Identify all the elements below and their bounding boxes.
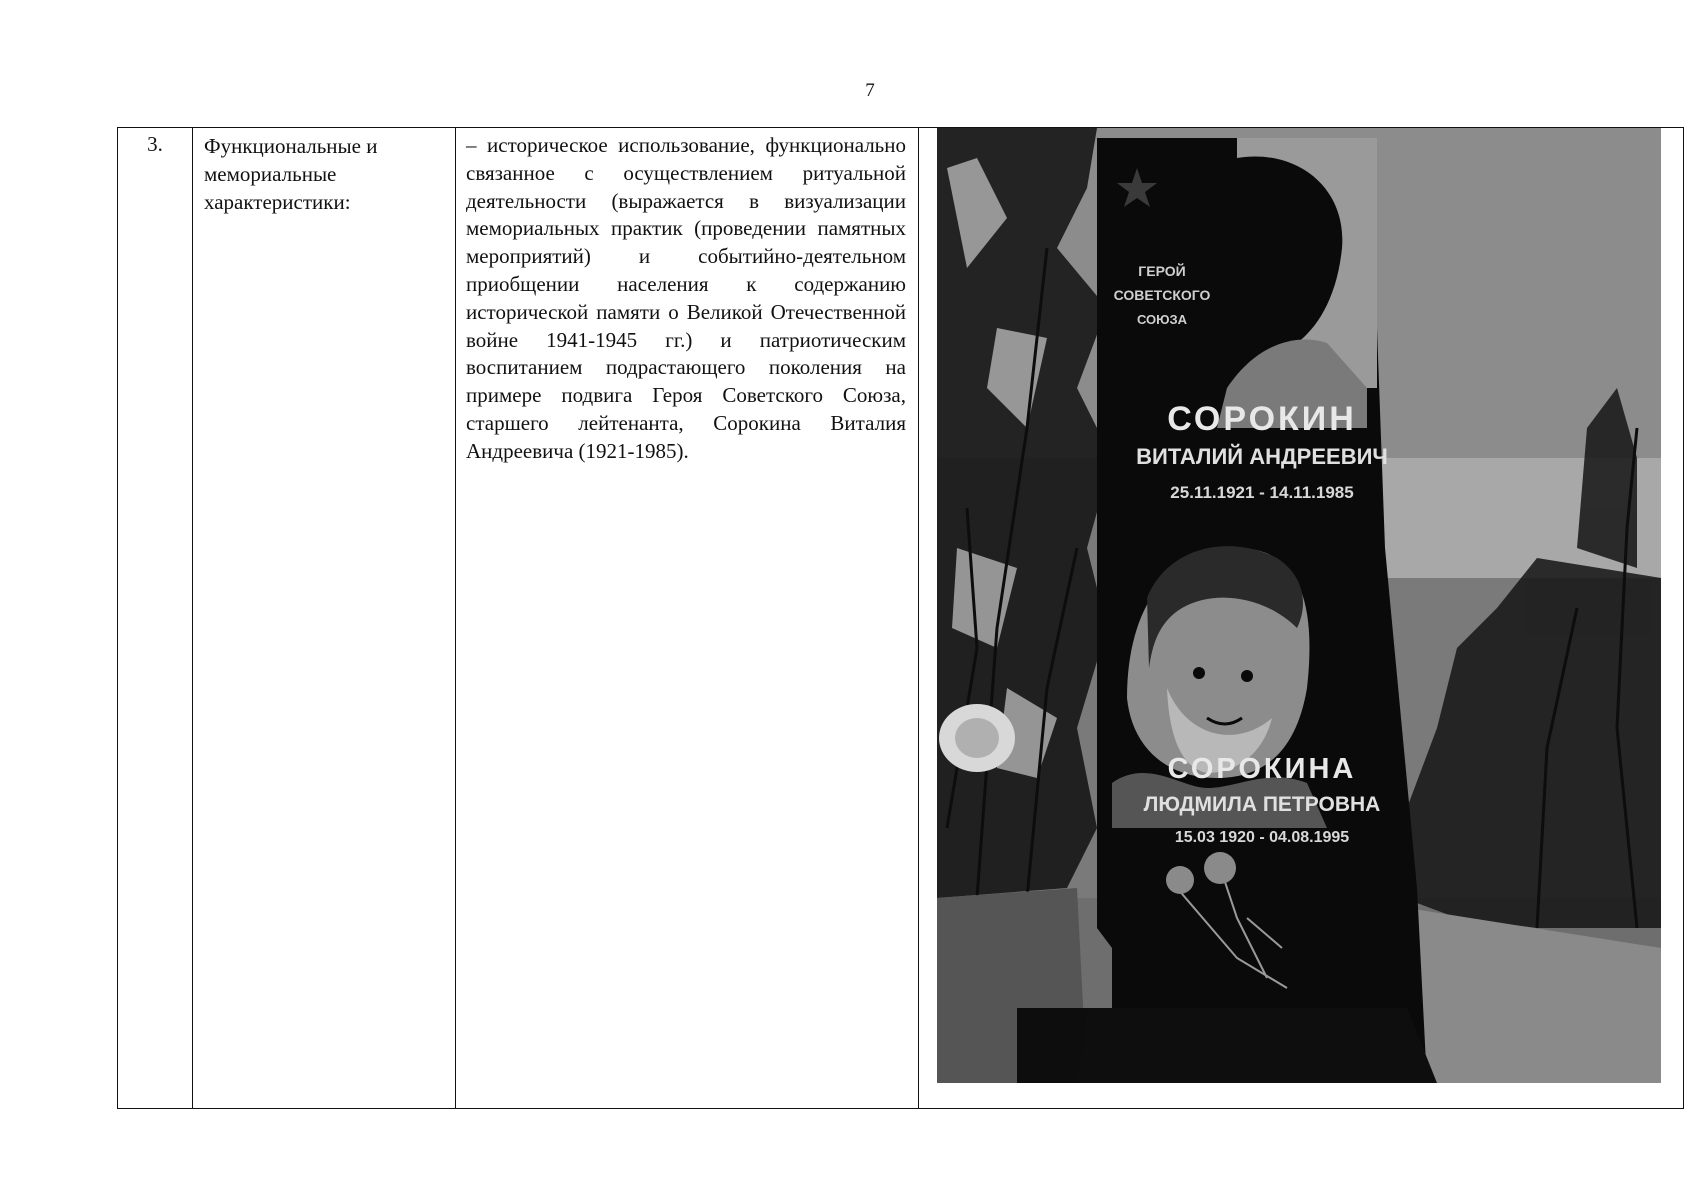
page-number: 7	[865, 80, 875, 101]
hero-title-line3: СОЮЗА	[1136, 312, 1188, 327]
life-dates-2: 15.03 1920 - 04.08.1995	[1174, 829, 1350, 846]
table-row	[118, 128, 1684, 1109]
full-name-2: ЛЮДМИЛА ПЕТРОВНА	[1143, 793, 1381, 816]
characteristic-description: – историческое использование, функционально связанное с осуществлением ритуальной деятельности (выражается в визуализации мемориальных практик (проведении памятных мероприятий) и событийно-деятельном приобщении населения к содержанию исторической памяти о Великой Отечественной войне 1941-1945 гг.) и патриотическим воспитанием подрастающего поколения на примере подвига Героя Советского Союза, старшего лейтенанта, Сорокина Виталия Андреевича (1921-1985).	[466, 133, 906, 463]
hero-title-line2: СОВЕТСКОГО	[1113, 287, 1211, 303]
gravestone-photo	[937, 128, 1661, 1083]
characteristic-name-cell	[193, 128, 456, 1109]
full-name-1: ВИТАЛИЙ АНДРЕЕВИЧ	[1136, 444, 1388, 469]
row-number: 3.	[147, 132, 163, 156]
characteristic-description-cell	[456, 128, 919, 1109]
object-characteristics-table	[117, 127, 1684, 1109]
surname-1: СОРОКИН	[1167, 400, 1357, 438]
life-dates-1: 25.11.1921 - 14.11.1985	[1170, 483, 1354, 502]
hero-title-line1: ГЕРОЙ	[1138, 263, 1186, 279]
photo-cell	[919, 128, 1684, 1109]
surname-2: СОРОКИНА	[1167, 753, 1357, 785]
characteristic-name: Функциональные и мемориальные характеристики:	[204, 134, 378, 214]
row-number-cell	[118, 128, 193, 1109]
